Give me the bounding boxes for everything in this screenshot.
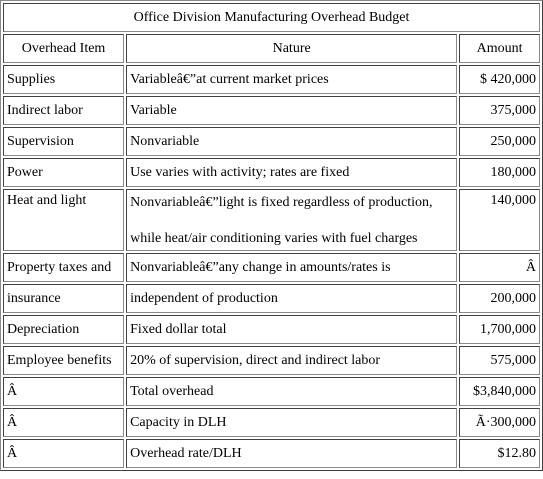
row-item: Heat and light (3, 189, 124, 251)
header-nature: Nature (126, 34, 457, 63)
row-item: Depreciation (3, 315, 124, 344)
row-item: Supervision (3, 127, 124, 156)
row-nature-line-2: while heat/air conditioning varies with fuel charges (130, 231, 418, 246)
row-amount: 1,700,000 (459, 315, 540, 344)
table-row (3, 158, 540, 187)
row-item: Â (3, 408, 124, 437)
row-item: Indirect labor (3, 96, 124, 125)
table-row (3, 346, 540, 375)
table-row (3, 408, 540, 437)
table-row (3, 439, 540, 468)
row-nature: Variableâ€”at current market prices (126, 65, 457, 94)
row-item: Power (3, 158, 124, 187)
table-header-row (3, 34, 540, 63)
row-nature: Use varies with activity; rates are fixed (126, 158, 457, 187)
row-nature: Overhead rate/DLH (126, 439, 457, 468)
row-nature: independent of production (126, 284, 457, 313)
row-item: insurance (3, 284, 124, 313)
row-amount: 200,000 (459, 284, 540, 313)
row-nature: 20% of supervision, direct and indirect labor (126, 346, 457, 375)
row-amount: 180,000 (459, 158, 540, 187)
row-item: Â (3, 377, 124, 406)
row-nature-line-1: Nonvariableâ€”light is fixed regardless of production, (130, 195, 433, 210)
row-nature: Nonvariableâ€”any change in amounts/rates is (126, 253, 457, 282)
row-amount: $3,840,000 (459, 377, 540, 406)
row-nature: Fixed dollar total (126, 315, 457, 344)
row-amount: $ 420,000 (459, 65, 540, 94)
row-item: Employee benefits (3, 346, 124, 375)
table-row (3, 65, 540, 94)
row-nature: Nonvariable (126, 127, 457, 156)
table-row (3, 96, 540, 125)
row-nature: Variable (126, 96, 457, 125)
table-row (3, 315, 540, 344)
row-amount: 575,000 (459, 346, 540, 375)
table-row (3, 127, 540, 156)
table-row (3, 377, 540, 406)
row-amount: 375,000 (459, 96, 540, 125)
row-item: Supplies (3, 65, 124, 94)
header-overhead-item: Overhead Item (3, 34, 124, 63)
row-nature (126, 189, 457, 251)
table-row (3, 253, 540, 282)
row-amount: Â (459, 253, 540, 282)
row-nature: Capacity in DLH (126, 408, 457, 437)
row-amount: 250,000 (459, 127, 540, 156)
table-title: Office Division Manufacturing Overhead Budget (3, 3, 540, 32)
row-amount: Ã·300,000 (459, 408, 540, 437)
header-amount: Amount (459, 34, 540, 63)
table-title-row (3, 3, 540, 32)
row-item: Â (3, 439, 124, 468)
table-row (3, 284, 540, 313)
row-amount: $12.80 (459, 439, 540, 468)
row-amount: 140,000 (459, 189, 540, 251)
row-nature: Total overhead (126, 377, 457, 406)
row-item: Property taxes and (3, 253, 124, 282)
table-row (3, 189, 540, 251)
